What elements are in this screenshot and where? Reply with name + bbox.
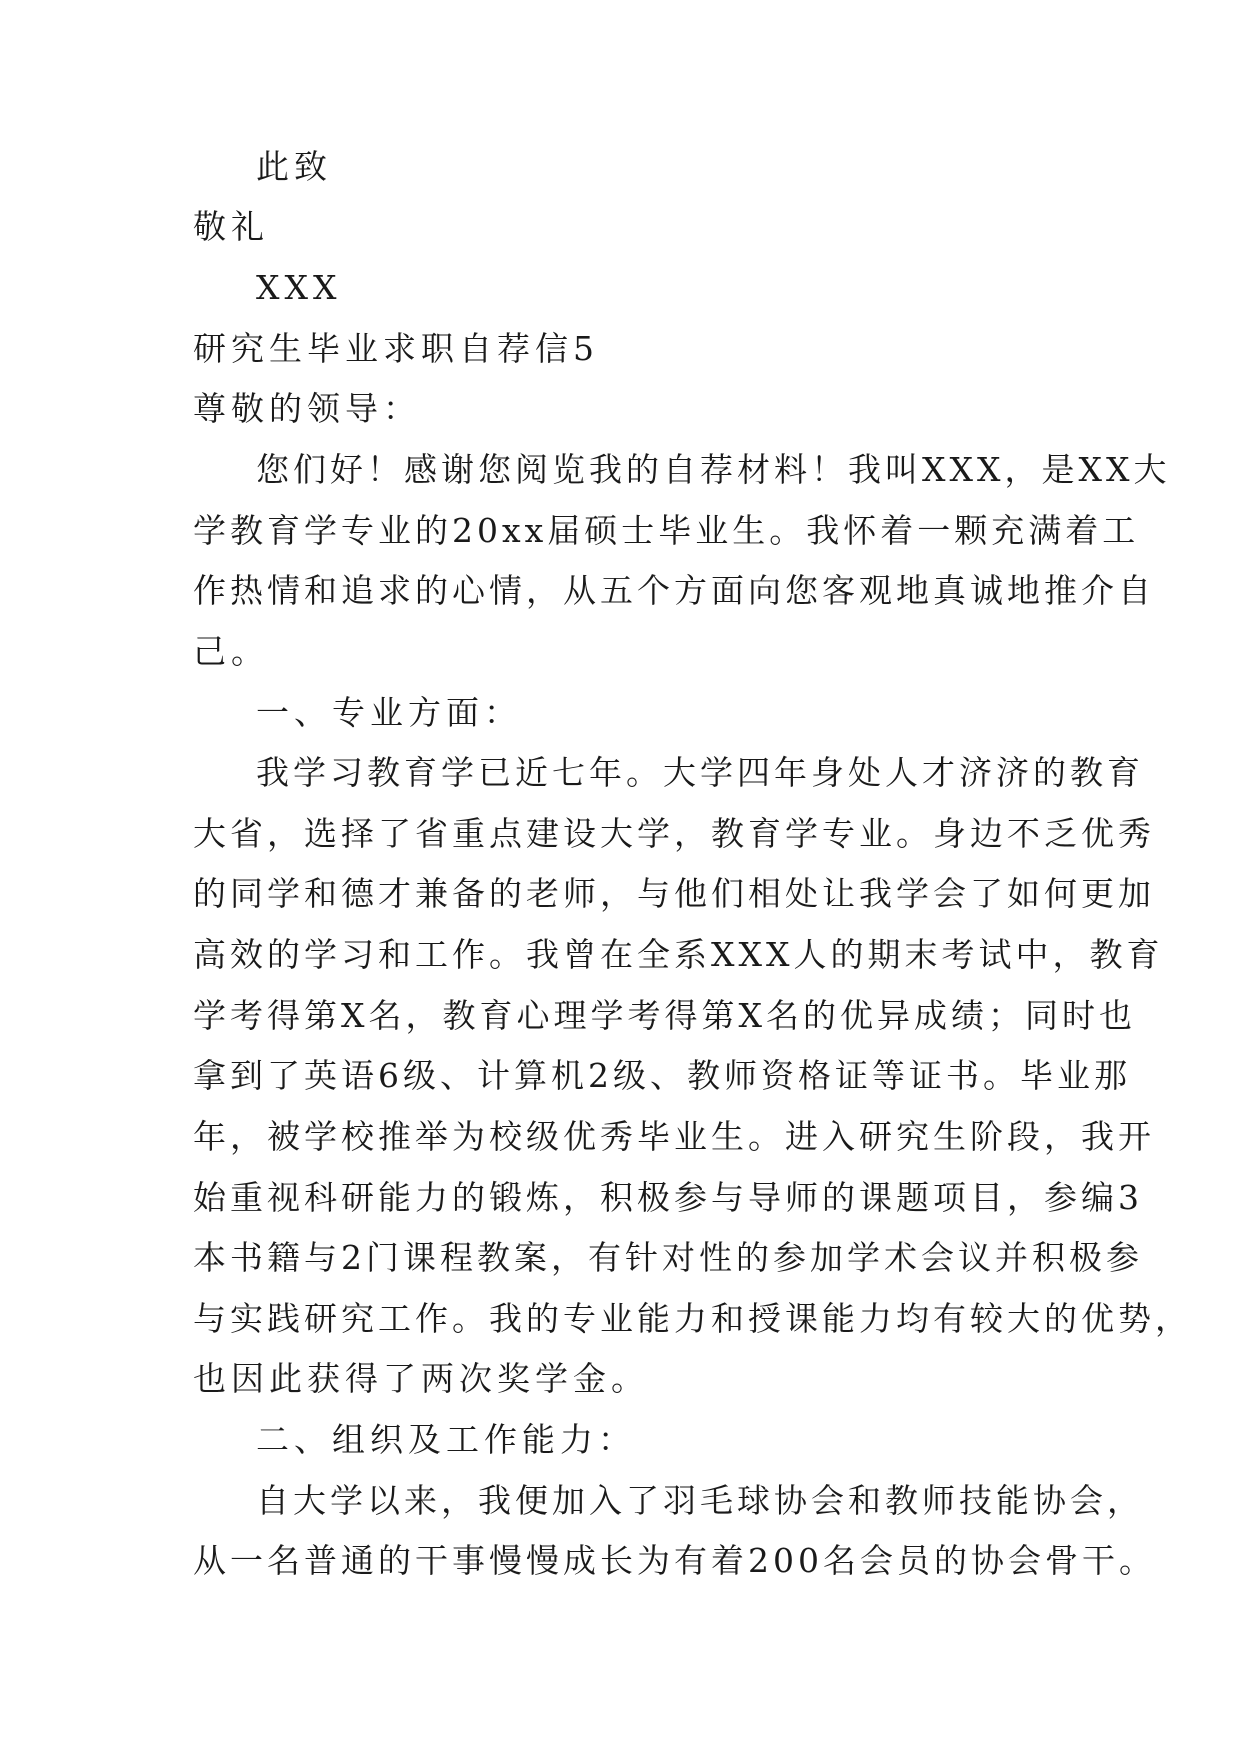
section1-heading: 一、专业方面： bbox=[256, 693, 522, 732]
section1-line: 高效的学习和工作。我曾在全系XXX人的期末考试中，教育 bbox=[193, 935, 1164, 974]
section1-line: 我学习教育学已近七年。大学四年身处人才济济的教育 bbox=[256, 753, 1144, 792]
section1-line: 本书籍与2门课程教案，有针对性的参加学术会议并积极参 bbox=[193, 1238, 1143, 1277]
section1-line: 拿到了英语6级、计算机2级、教师资格证等证书。毕业那 bbox=[193, 1056, 1131, 1095]
signature: XXX bbox=[256, 268, 342, 307]
intro-line: 作热情和追求的心情，从五个方面向您客观地真诚地推介自 bbox=[193, 571, 1155, 610]
closing-salutation: 此致 bbox=[256, 147, 332, 186]
section1-line: 大省，选择了省重点建设大学，教育学专业。身边不乏优秀 bbox=[193, 814, 1155, 853]
section1-line: 也因此获得了两次奖学金。 bbox=[193, 1359, 649, 1398]
section1-line: 学考得第X名，教育心理学考得第X名的优异成绩；同时也 bbox=[193, 996, 1136, 1035]
section2-line: 自大学以来，我便加入了羽毛球协会和教师技能协会， bbox=[256, 1481, 1144, 1520]
section2-line: 从一名普通的干事慢慢成长为有着200名会员的协会骨干。 bbox=[193, 1541, 1156, 1580]
section1-line: 的同学和德才兼备的老师，与他们相处让我学会了如何更加 bbox=[193, 874, 1155, 913]
section1-line: 年，被学校推举为校级优秀毕业生。进入研究生阶段，我开 bbox=[193, 1117, 1155, 1156]
intro-line: 学教育学专业的20xx届硕士毕业生。我怀着一颗充满着工 bbox=[193, 511, 1140, 550]
intro-line: 您们好！感谢您阅览我的自荐材料！我叫XXX，是XX大 bbox=[256, 450, 1171, 489]
section2-heading: 二、组织及工作能力： bbox=[256, 1420, 636, 1459]
greeting: 尊敬的领导： bbox=[193, 389, 421, 428]
section1-line: 与实践研究工作。我的专业能力和授课能力均有较大的优势， bbox=[193, 1299, 1192, 1338]
section1-line: 始重视科研能力的锻炼，积极参与导师的课题项目，参编3 bbox=[193, 1178, 1143, 1217]
intro-line: 己。 bbox=[193, 632, 269, 671]
document-title: 研究生毕业求职自荐信5 bbox=[193, 329, 599, 368]
closing-respect: 敬礼 bbox=[193, 207, 269, 246]
